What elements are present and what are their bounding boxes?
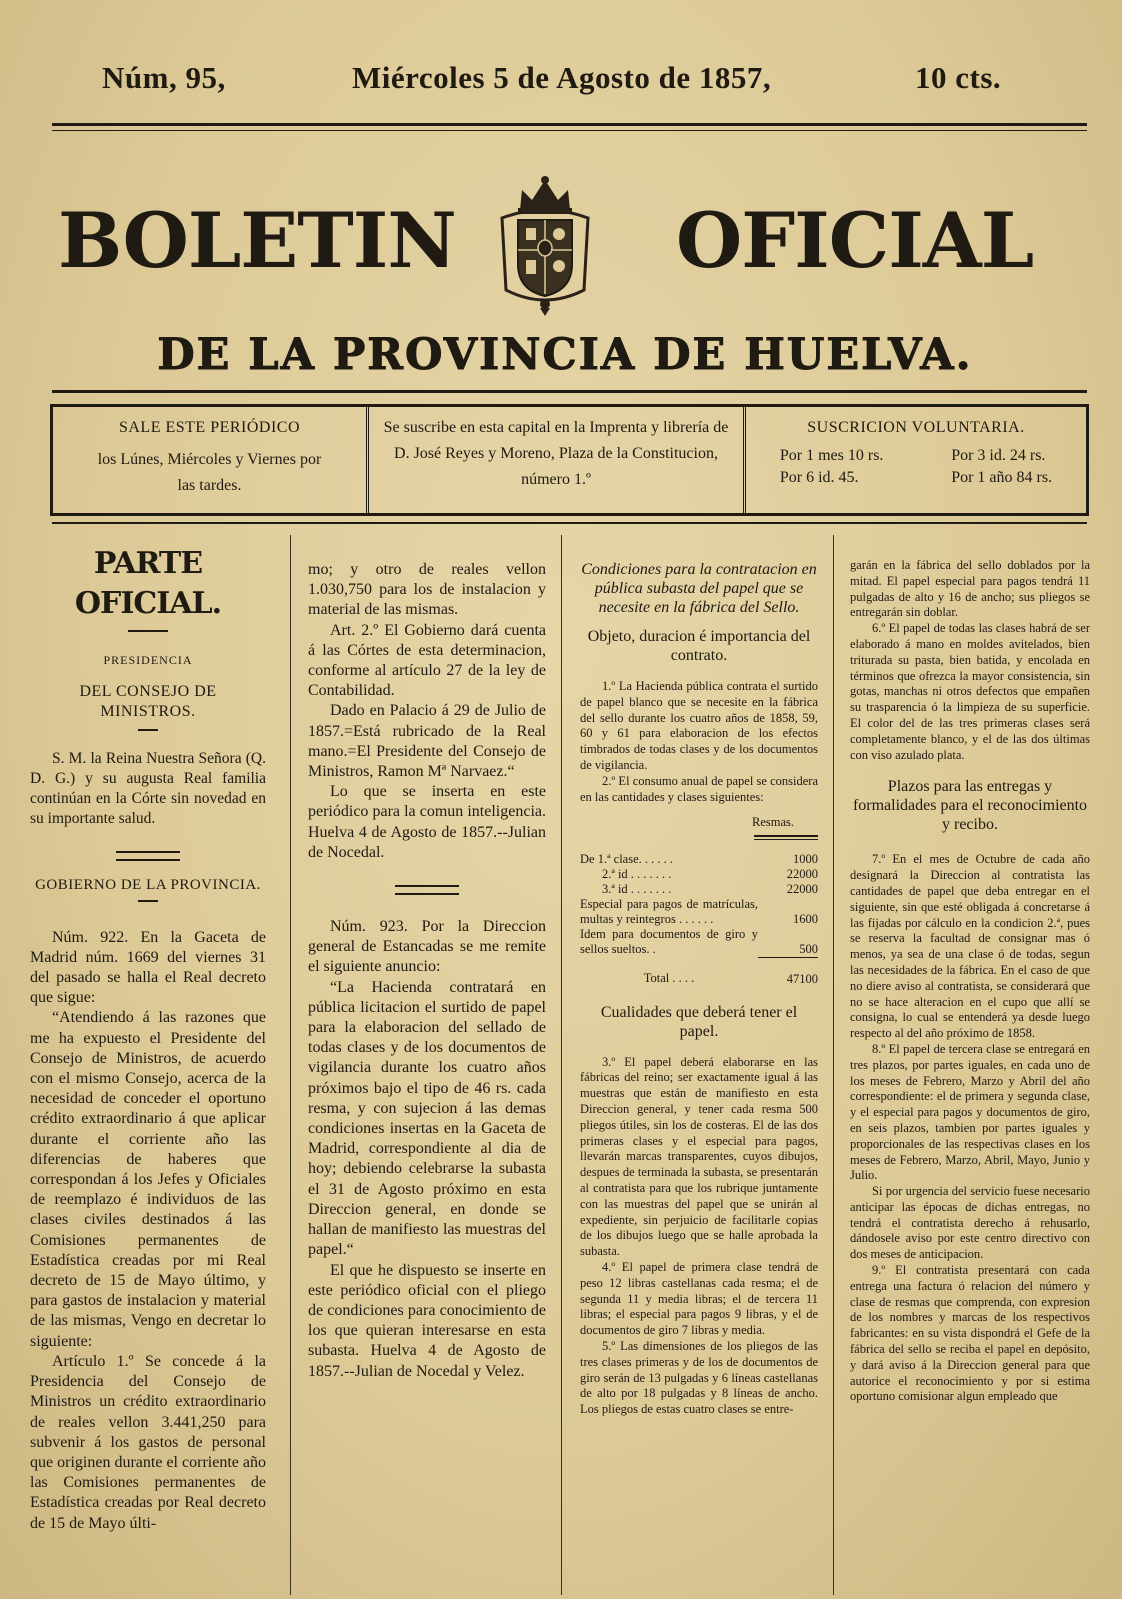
section-title: PARTE OFICIAL. [74,546,222,621]
decree-signature: Dado en Palacio á 29 de Julio de 1857.=Está rubricado de la Real mano.=El Presidente del Consejo de Ministros, Ramon Mª Narvaez.“ [308,702,546,781]
issue-number: Núm, 95, [102,60,226,95]
condition-3: 3.º El papel deberá elaborarse en las fábricas del reino; ser exactamente igual á las muestras que están de manifiesto en esta Direccion general, y tener cada resma 500 pliegos útiles, sin los de costeras. El de las dos primeras clases y el especial para pagos, llevarán marcas transparentes, cuyos dibujos, despues de terminada la subasta, se presentarán al contratista para que los rubrique juntamente con las muestras del papel que se unirán al expediente, sin perjuicio de facilitarle copias de los dibujos luego que se halle aprobada la subasta. [580,1054,818,1259]
price-6-months: Por 6 id. 45. [779,469,859,486]
table-total-row [580,957,818,987]
decree-preamble: “Atendiendo á las razones que me ha expuesto el Presidente del Consejo de Ministros, de acuerdo con el mismo Consejo, acerca de la necesidad de conceder el oportuno crédito extraordinario á que aplicar durante el corriente año las diferencias de haberes que correspondan á los Jefes y Oficiales de reemplazo é individuos de las clases civiles destinados á las Comisiones permanentes de Estadística creadas por mi Real decreto de 15 de Mayo último, y para gastos de instalacion y material de las mismas, Vengo en decretar lo siguiente: [30,1009,266,1350]
condition-8-urgency: Si por urgencia del servicio fuese necesario anticipar las épocas de dichas entregas, no tendrá el contratista derecho á rehusarlo, dándosele aviso por este centro directivo con dos meses de anticipacion. [850,1184,1090,1262]
row-value: 500 [799,941,818,956]
row-label: 2.ª id . . . . . . . [602,867,672,882]
announcement-intro: Núm. 923. Por la Direccion general de Estancadas se me remite el siguiente anuncio: [308,918,546,976]
price-1-year: Por 1 año 84 rs. [951,469,1053,486]
table-row [580,927,818,957]
table-row [580,897,818,927]
condition-1: 1.º La Hacienda pública contrata el surtido de papel blanco que se necesite en la fábrica del sello durante los cuatro años de 1858, 59, 60 y 61 para elaboracion de los efectos timbrados de todas clases y de los documentos de vigilancia. [580,679,818,772]
condition-5: 5.º Las dimensiones de los pliegos de las tres clases primeras y de los de documentos de giro serán de 13 pulgadas y 6 líneas castellanas de alto por 18 pulgadas y 8 líneas de ancho. Los pliegos de estas cuatro clases se entre- [580,1339,818,1417]
row-value: 22000 [786,867,818,882]
infobox-schedule [53,407,369,513]
condition-7: 7.º En el mes de Octubre de cada año designará la Direccion al contratista las cantidades de papel que deba entregar en el siguiente, sin que esté obligada á concretarse á las fijadas por cálculo en la condicion 2.ª, pues se reserva la facultad de consignar mas ó menos, ya sea de una clase ó de todas, segun las necesidades de la fábrica. En el caso de que no diere aviso al contratista, se considerará que no se hace alteracion en el cupo que allí se consigna, lo cual se entenderá ya desde luego respecto al del año próximo de 1858. [850,852,1090,1041]
column-divider-1 [290,535,291,1595]
decree-article-1: Artículo 1.º Se concede á la Presidencia del Consejo de Ministros un crédito extraordinario de reales vellon 3.441,250 para subvenir á los gastos de personal que originen durante el corriente año las Comisiones permanentes de Estadística creadas por Real decreto de 15 de Mayo últi- [30,1352,266,1532]
infobox-subscribe [369,407,746,513]
condition-2: 2.º El consumo anual de papel se considera en las cantidades y clases siguientes: [580,773,818,804]
presidency-heading: PRESIDENCIA [103,653,193,667]
decree-intro: Núm. 922. En la Gaceta de Madrid núm. 1669 del viernes 31 del pasado se halla el Real decreto que sigue: [30,928,266,1007]
royal-coat-of-arms-icon [492,172,598,318]
price-1-month: Por 1 mes 10 rs. [779,447,884,464]
infobox-prices-title: SUSCRICION VOLUNTARIA. [807,419,1025,436]
row-label: 3.ª id . . . . . . . [602,882,672,897]
decree-continuation: mo; y otro de reales vellon 1.030,750 para los de instalacion y material de las mismas. [308,561,546,619]
infobox-prices [746,407,1086,513]
table-row [580,852,818,867]
ornament [128,630,168,632]
condition-4: 4.º El papel de primera clase tendrá de peso 12 libras castellanas cada resma; el de segunda 11 y media libras; el de tercera 11 libras; el especial para pagos 9 libras, y el de documentos de giro 7 libras y media. [580,1260,818,1338]
column-divider-3 [833,535,834,1595]
header-rule-bottom [52,130,1087,131]
price-3-months: Por 3 id. 24 rs. [951,447,1046,464]
subscription-infobox [50,404,1089,516]
row-label: De 1.ª clase. . . . . . [580,852,674,867]
row-label: Idem para documentos de giro y sellos sueltos. . [580,927,758,957]
total-label: Total . . . . [643,971,695,986]
masthead-title-right: OFICIAL [676,196,1034,285]
row-value: 22000 [786,882,818,897]
column-1 [30,540,266,1534]
decree-publication-note: Lo que se inserta en este periódico para la comun inteligencia. Huelva 4 de Agosto de 1857.--Julian de Nocedal. [308,783,546,861]
table-header-resmas: Resmas. [751,815,794,830]
paper-consumption-table [580,852,818,987]
government-heading: GOBIERNO DE LA PROVINCIA. [35,877,261,894]
issue-date: Miércoles 5 de Agosto de 1857, [352,60,772,95]
infobox-subscribe-text: Se suscribe en esta capital en la Imprenta y librería de D. José Reyes y Moreno, Plaza de la Constitucion, número 1.º [383,419,729,488]
council-heading: DEL CONSEJO DE MINISTROS. [79,683,217,721]
heading-deadlines: Plazos para las entregas y formalidades para el reconocimiento y recibo. [852,778,1088,834]
masthead-subtitle: DE LA PROVINCIA DE HUELVA. [157,330,973,380]
row-label: Especial para pagos de matrículas, multas y reintegros . . . . . . [580,897,758,927]
queen-notice: S. M. la Reina Nuestra Señora (Q. D. G.) y su augusta Real familia continúan en la Córte sin novedad en su importante salud. [30,749,266,828]
condition-6: 6.º El papel de todas las clases habrá de ser elaborado á mano en moldes avitelados, bien triturada su pasta, bien batida, y encolada en términos que ofrezca la mayor consistencia, sin gotas, manchas ni otros defectos que empañen su trasparencia ó la limpieza de su superficie. El color del de las tres primeras clases será completamente blanco, y el de las dos últimas con viso azulado plata. [850,621,1090,762]
infobox-prices-grid [746,445,1086,489]
row-value: 1000 [793,852,818,867]
row-value: 1600 [793,912,818,927]
column-divider-2 [561,535,562,1595]
ornament [116,851,180,861]
issue-price: 10 cts. [915,60,1002,95]
decree-article-2: Art. 2.º El Gobierno dará cuenta á las Córtes de esta determinacion, conforme al artículo 27 de la ley de Contabilidad. [308,621,546,700]
column-2 [308,560,546,1382]
infobox-schedule-text: los Lúnes, Miércoles y Viernes por las tardes. [97,451,322,494]
header-rule-top [52,123,1087,126]
condition-8: 8.º El papel de tercera clase se entregará en tres plazos, por partes iguales, en cada uno de los meses de Febrero, Marzo y Abril del año correspondiente: el de primera y segunda clase, y el especial para pagos y documentos de giro, en seis plazos, tambien por partes iguales y proporcionales de las respectivas clases en los meses de Febrero, Marzo, Abril, Mayo, Junio y Julio. [850,1041,1090,1183]
total-value: 47100 [758,957,818,987]
infobox-schedule-title: SALE ESTE PERIÓDICO [118,419,301,436]
masthead-title-left: BOLETIN [58,196,456,285]
column-3 [580,560,818,1418]
conditions-title: Condiciones para la contratacion en pública subasta del papel que se necesite en la fábrica del Sello. [581,561,817,616]
table-row [580,882,818,897]
heading-object: Objeto, duracion é importancia del contrato. [587,628,811,664]
ornament [138,900,158,902]
announcement-closing: El que he dispuesto se inserte en este periódico oficial con el pliego de condiciones para conocimiento de los que quieran interesarse en esta subasta. Huelva 4 de Agosto de 1857.--Julian de Nocedal y Velez. [308,1261,546,1380]
table-row [580,867,818,882]
infobox-rule [52,522,1087,524]
ornament [138,729,158,731]
table-rule [754,835,818,840]
condition-5-continuation: garán en la fábrica del sello doblados por la mitad. El papel especial para pagos tendrá 11 pulgadas de alto y 16 de ancho; sus pliegos se entregarán sin doblar. [850,558,1090,620]
heading-qualities: Cualidades que deberá tener el papel. [600,1003,798,1040]
masthead-rule [52,390,1087,393]
condition-9: 9.º El contratista presentará con cada entrega una factura ó relacion del número y clase de resmas que comprenda, con expresion de los nombres y marcas de los respectivos fabricantes: en su vista dispondrá el Gefe de la fábrica del sello se reciba el papel en depósito, y dará aviso á la Direccion general para que autorice el reconocimiento y por si estima oportuno comisionar algun empleado que [850,1263,1090,1404]
ornament [395,885,459,895]
announcement-body: “La Hacienda contratará en pública licitacion el surtido de papel para la elaboracion del sellado de todas clases y de los documentos de vigilancia durante los cuatro años próximos bajo el tipo de 46 rs. cada resma, y con sujecion á las demas condiciones insertas en la Gaceta de Madrid, correspondiente al dia de hoy; debiendo celebrarse la subasta el 31 de Agosto próximo en esta Direccion general, en donde se hallan de manifiesto las muestras del papel.“ [308,978,546,1259]
column-4 [850,558,1090,1405]
